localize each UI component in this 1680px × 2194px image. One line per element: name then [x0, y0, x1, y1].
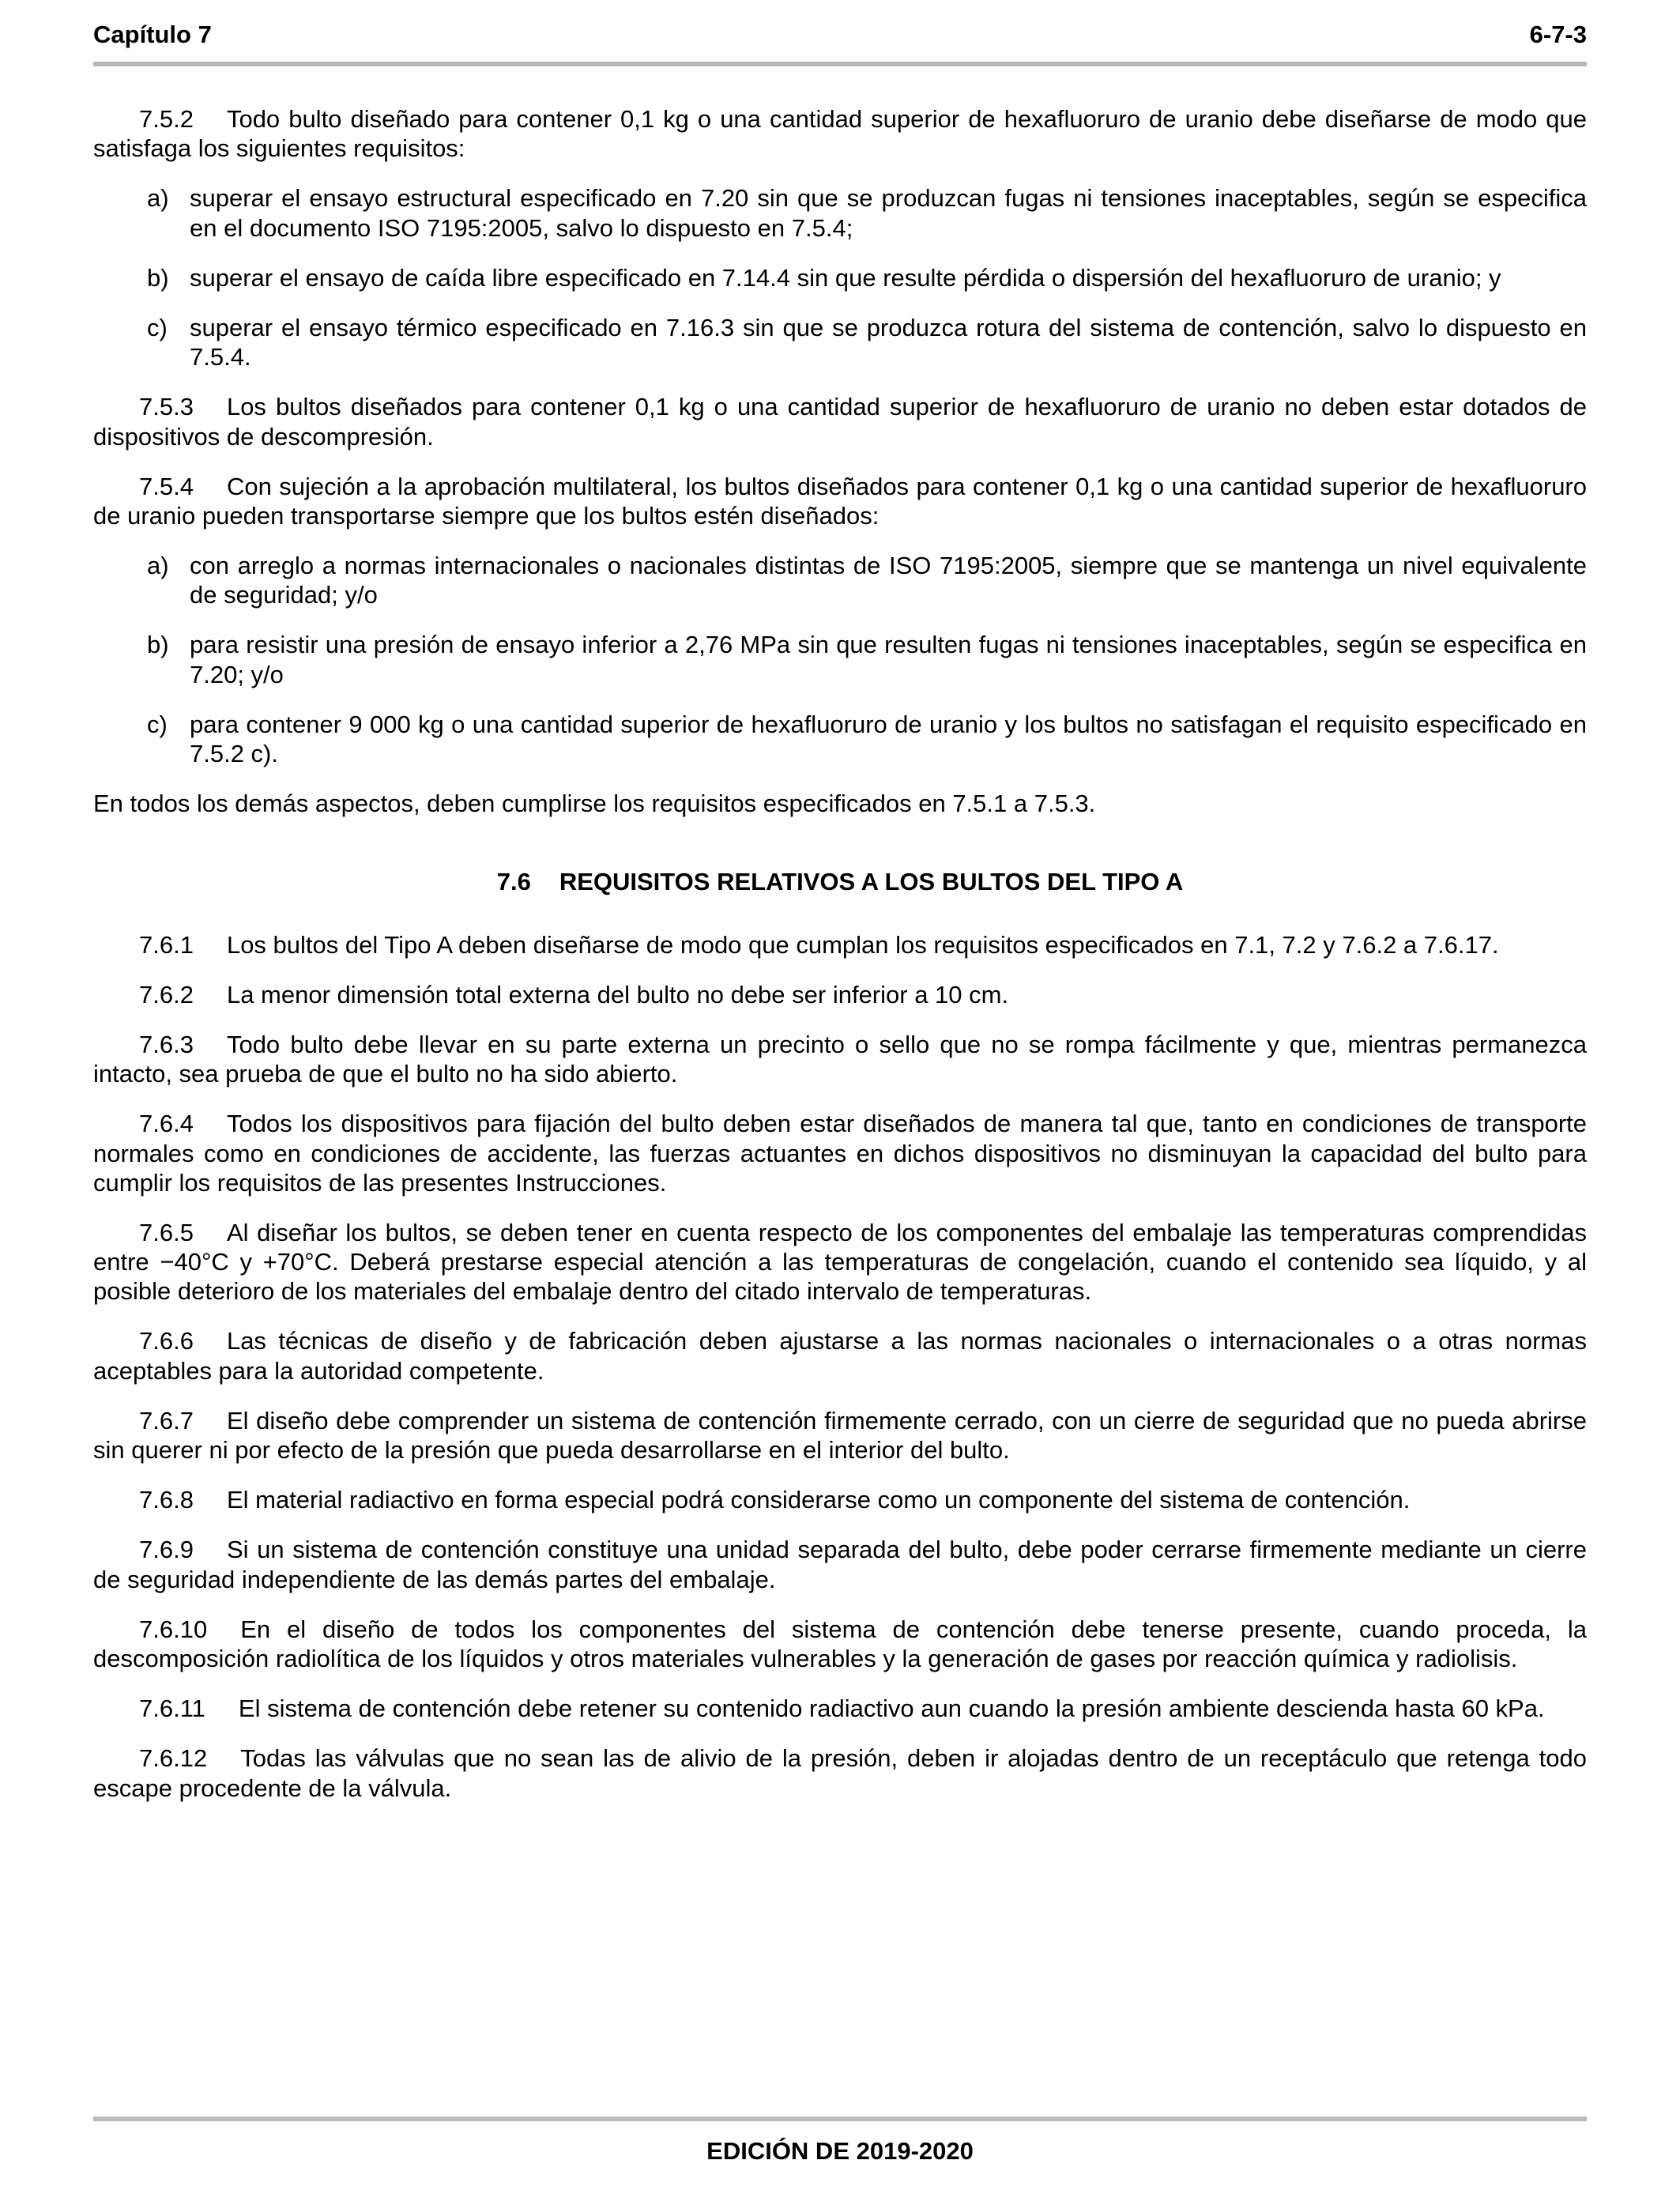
list-item — [93, 183, 1587, 242]
paragraph-text: Todo bulto diseñado para contener 0,1 kg o una cantidad superior de hexafluoruro de uranio debe diseñarse de modo que satisfaga los siguientes requisitos: — [93, 105, 1587, 163]
numbered-paragraph — [93, 930, 1587, 959]
paragraph-number: 7.6.8 — [139, 1486, 194, 1514]
paragraph-text: Todos los dispositivos para fijación del bulto deben estar diseñados de manera tal que, tanto en condiciones de transporte normales como en condiciones de accidente, las fuerzas actuantes en dichos dispositivos no disminuyan la capacidad del bulto para cumplir los requisitos de las presentes Instrucciones. — [93, 1110, 1587, 1197]
paragraph-text: El material radiactivo en forma especial podrá considerarse como un componente del sistema de contención. — [226, 1486, 1411, 1514]
list-item-letter: c) — [147, 313, 168, 341]
paragraph-text: Los bultos diseñados para contener 0,1 kg o una cantidad superior de hexafluoruro de uranio no deben estar dotados de dispositivos de descompresión. — [93, 393, 1587, 450]
list-item-letter: a) — [147, 552, 169, 580]
page-header — [93, 21, 1587, 49]
list-item — [93, 551, 1587, 609]
numbered-paragraph — [93, 1615, 1587, 1673]
paragraph-number: 7.6.4 — [139, 1110, 194, 1138]
paragraph-text: Con sujeción a la aprobación multilateral, los bultos diseñados para contener 0,1 kg o una cantidad superior de hexafluoruro de uranio pueden transportarse siempre que los bultos estén diseñados: — [93, 472, 1587, 530]
paragraph-text: En todos los demás aspectos, deben cumplirse los requisitos especificados en 7.5.1 a 7.5.3. — [93, 790, 1096, 818]
paragraph-number: 7.5.2 — [139, 105, 194, 133]
numbered-paragraph — [93, 1326, 1587, 1385]
edition-label: EDICIÓN DE 2019-2020 — [706, 2137, 974, 2165]
paragraph-number: 7.5.3 — [139, 393, 194, 421]
list-item-text: con arreglo a normas internacionales o nacionales distintas de ISO 7195:2005, siempre que se mantenga un nivel equivalente de seguridad; y/o — [190, 552, 1587, 609]
paragraph-text: Las técnicas de diseño y de fabricación deben ajustarse a las normas nacionales o internacionales o a otras normas aceptables para la autoridad competente. — [93, 1327, 1587, 1385]
paragraph-number: 7.6.12 — [139, 1744, 208, 1773]
chapter-label: Capítulo 7 — [93, 21, 212, 48]
page-footer — [93, 2104, 1587, 2166]
list-item — [93, 263, 1587, 292]
paragraph-number: 7.6.10 — [139, 1615, 208, 1643]
list-item-text: superar el ensayo térmico especificado en 7.16.3 sin que se produzca rotura del sistema de contención, salvo lo dispuesto en 7.5.4. — [190, 313, 1587, 371]
numbered-paragraph — [93, 1030, 1587, 1088]
numbered-paragraph — [93, 1485, 1587, 1514]
document-body — [93, 104, 1587, 1823]
list-item-text: para resistir una presión de ensayo inferior a 2,76 MPa sin que resulten fugas ni tensiones inaceptables, según se especifica en 7.20; y/o — [190, 631, 1587, 688]
paragraph-number: 7.6.3 — [139, 1030, 194, 1058]
numbered-paragraph — [93, 1535, 1587, 1593]
paragraph-number: 7.6.5 — [139, 1218, 194, 1246]
numbered-paragraph — [93, 392, 1587, 450]
section-heading — [93, 867, 1587, 896]
paragraph-number: 7.6.11 — [139, 1695, 205, 1723]
paragraph-text: Todas las válvulas que no sean las de alivio de la presión, deben ir alojadas dentro de un receptáculo que retenga todo escape procedente de la válvula. — [93, 1744, 1587, 1802]
numbered-paragraph — [93, 980, 1587, 1009]
paragraph-number: 7.6.9 — [139, 1536, 194, 1564]
section-title: REQUISITOS RELATIVOS A LOS BULTOS DEL TIPO A — [559, 868, 1184, 896]
numbered-paragraph — [93, 1744, 1587, 1802]
paragraph-text: El sistema de contención debe retener su contenido radiactivo aun cuando la presión ambiente descienda hasta 60 kPa. — [238, 1695, 1545, 1723]
paragraph-number: 7.6.7 — [139, 1406, 194, 1434]
list-item-letter: c) — [147, 710, 168, 738]
page-number: 6-7-3 — [1529, 21, 1587, 48]
list-item-text: superar el ensayo estructural especificado en 7.20 sin que se produzcan fugas ni tensiones inaceptables, según se especifica en el documento ISO 7195:2005, salvo lo dispuesto en 7.5.4; — [190, 184, 1587, 242]
plain-paragraph — [93, 789, 1587, 818]
paragraph-text: Los bultos del Tipo A deben diseñarse de modo que cumplan los requisitos especificados en 7.1, 7.2 y 7.6.2 a 7.6.17. — [226, 930, 1499, 959]
paragraph-number: 7.6.6 — [139, 1327, 194, 1355]
paragraph-text: La menor dimensión total externa del bulto no debe ser inferior a 10 cm. — [226, 980, 1009, 1008]
list-item-text: para contener 9 000 kg o una cantidad superior de hexafluoruro de uranio y los bultos no satisfagan el requisito especificado en 7.5.2 c). — [190, 710, 1587, 767]
list-item-letter: b) — [147, 263, 169, 292]
numbered-paragraph — [93, 472, 1587, 530]
list-item — [93, 630, 1587, 688]
paragraph-text: Si un sistema de contención constituye una unidad separada del bulto, debe poder cerrarse firmemente mediante un cierre de seguridad independiente de las demás partes del embalaje. — [93, 1536, 1587, 1593]
paragraph-number: 7.6.2 — [139, 980, 194, 1008]
numbered-paragraph — [93, 1694, 1587, 1723]
paragraph-number: 7.5.4 — [139, 472, 194, 500]
header-rule — [93, 62, 1587, 66]
paragraph-number: 7.6.1 — [139, 930, 194, 959]
numbered-paragraph — [93, 1218, 1587, 1306]
numbered-paragraph — [93, 1109, 1587, 1197]
list-item-letter: a) — [147, 184, 169, 213]
paragraph-text: En el diseño de todos los componentes del sistema de contención debe tenerse presente, cuando proceda, la descomposición radiolítica de los líquidos y otros materiales vulnerables y la generación de gases por reacción química y radiolisis. — [93, 1615, 1587, 1672]
list-item-letter: b) — [147, 631, 169, 659]
numbered-paragraph — [93, 1406, 1587, 1465]
paragraph-text: Al diseñar los bultos, se deben tener en cuenta respecto de los componentes del embalaje las temperaturas comprendidas entre −40°C y +70°C. Deberá prestarse especial atención a las temperaturas de congelación, cuando el contenido sea líquido, y al posible deterioro de los materiales del embalaje dentro del citado intervalo de temperaturas. — [93, 1218, 1587, 1306]
paragraph-text: Todo bulto debe llevar en su parte externa un precinto o sello que no se rompa fácilmente y que, mientras permanezca intacto, sea prueba de que el bulto no ha sido abierto. — [93, 1030, 1587, 1088]
list-item — [93, 710, 1587, 768]
list-item-text: superar el ensayo de caída libre especificado en 7.14.4 sin que resulte pérdida o dispersión del hexafluoruro de uranio; y — [190, 263, 1501, 292]
list-item — [93, 313, 1587, 371]
footer-rule — [93, 2117, 1587, 2121]
section-number: 7.6 — [496, 868, 531, 896]
paragraph-text: El diseño debe comprender un sistema de contención firmemente cerrado, con un cierre de seguridad que no pueda abrirse sin querer ni por efecto de la presión que pueda desarrollarse en el interior del bulto. — [93, 1406, 1587, 1464]
numbered-paragraph — [93, 104, 1587, 163]
